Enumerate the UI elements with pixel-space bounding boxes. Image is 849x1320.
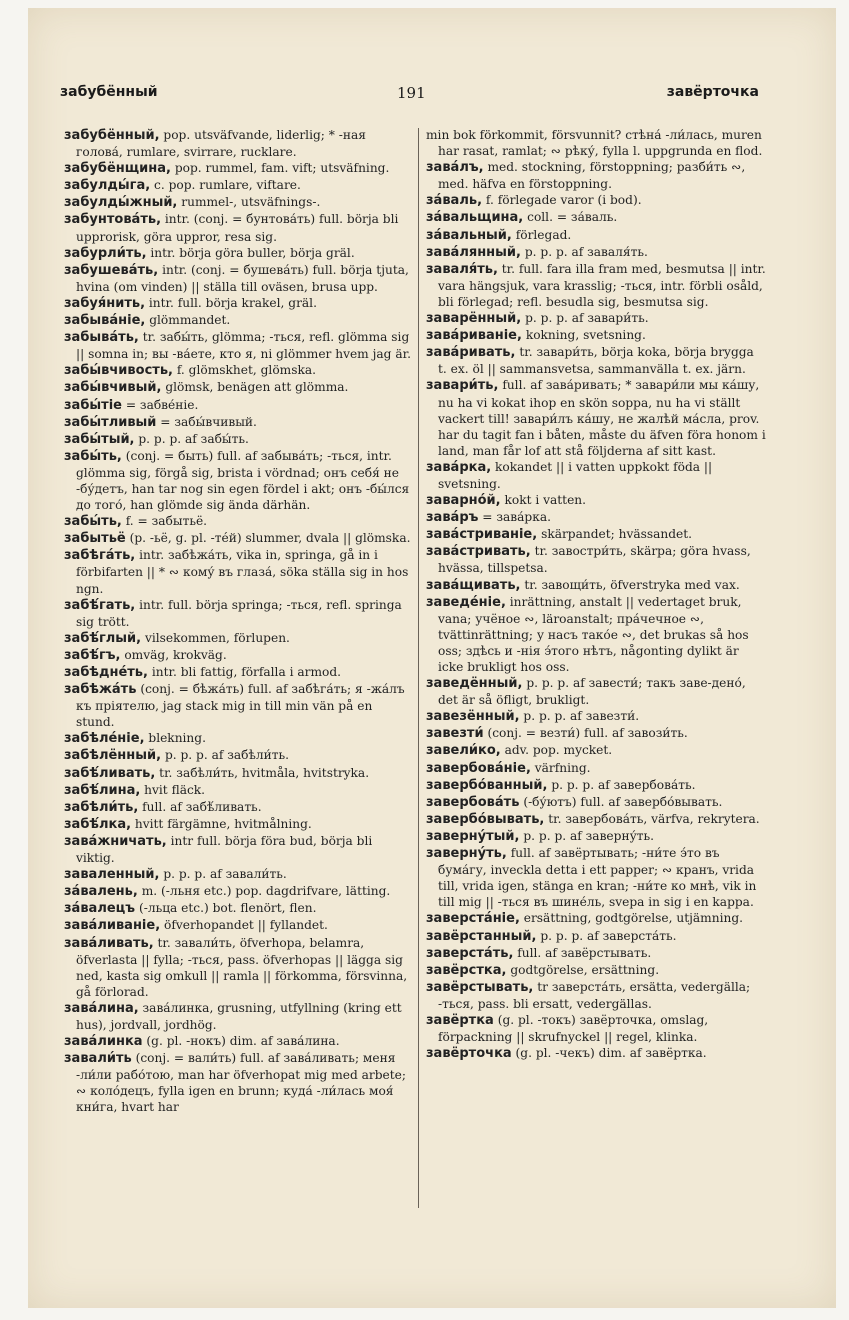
- entry-definition: p. p. p. af завербова́ть.: [551, 777, 696, 792]
- entry-definition: intr. (conj. = бушева́ть) full. börja tjuta, hvina (om vinden) || ställa till oväsen, brusa upp.: [76, 262, 409, 294]
- dictionary-entry: [64, 1050, 412, 1115]
- dictionary-entry: [64, 630, 412, 647]
- dictionary-entry: [64, 262, 412, 295]
- dictionary-entry: [426, 910, 766, 927]
- entry-definition: tr. завари́ть, börja koka, börja brygga t. ex. öl || sammansvetsa, sammanvälla t. ex. järn.: [438, 345, 754, 377]
- entry-headword: заваленный,: [64, 867, 160, 883]
- dictionary-entry: [64, 647, 412, 664]
- entry-headword: завербова́ть: [426, 794, 520, 810]
- entry-definition: = забы́вчивый.: [160, 414, 257, 429]
- entry-definition: intr. börja göra buller, börja gräl.: [150, 245, 355, 260]
- entry-headword: забыва́ніе,: [64, 313, 146, 329]
- entry-definition: (p. -ьё, g. pl. -тéй) slummer, dvala || glömska.: [129, 531, 411, 546]
- dictionary-entry: [426, 708, 766, 725]
- dictionary-entry: [426, 244, 766, 261]
- entry-definition: (g. pl. -токъ) завёрточка, omslag, förpackning || skrufnyckel || regel, klinka.: [438, 1012, 709, 1045]
- dictionary-entry: [426, 675, 766, 708]
- entry-headword: зава́ливаніе,: [64, 918, 161, 934]
- dictionary-entry: [426, 928, 766, 945]
- entry-definition: f. = забытьё.: [125, 514, 208, 529]
- entry-definition: intr. (conj. = бунтова́ть) full. börja bli upprorisk, göra uppror, resa sig.: [76, 212, 399, 244]
- dictionary-entry: [64, 799, 412, 816]
- entry-headword: заверста́ть,: [426, 945, 514, 961]
- dictionary-entry: [426, 192, 766, 209]
- entry-headword: зава́лъ,: [426, 160, 484, 176]
- entry-headword: забѣ́лина,: [64, 782, 141, 798]
- entry-headword: забы́ть,: [64, 448, 122, 464]
- entry-definition: godtgörelse, ersättning.: [510, 962, 660, 977]
- entry-headword: забѣ́гъ,: [64, 647, 121, 663]
- entry-definition: p. p. p. af забы́ть.: [138, 431, 249, 446]
- entry-definition: förlegad.: [515, 227, 572, 242]
- entry-headword: забѣдне́ть,: [64, 665, 148, 680]
- dictionary-entry: [426, 227, 766, 244]
- entry-definition: tr заверста́ть, ersätta, vedergälla; -ться, pass. bli ersatt, vedergällas.: [438, 979, 751, 1011]
- entry-definition: (g. pl. -нокъ) dim. af зава́лина.: [146, 1034, 340, 1049]
- dictionary-entry: [64, 379, 412, 396]
- dictionary-entry: [64, 866, 412, 883]
- entry-definition: tr. full. fara illa fram med, besmutsa || intr. vara hängsjuk, vara krasslig; -ться, intr. förbli osåld, bli förlegad; refl. besudla sig, besmutsa sig.: [438, 261, 766, 309]
- dictionary-entry: [64, 747, 412, 764]
- entry-definition: glömsk, benägen att glömma.: [165, 380, 349, 395]
- entry-definition: tr. завостри́ть, skärpa; göra hvass, hvässa, tillspetsa.: [438, 544, 751, 576]
- entry-definition: p. p. p. af завари́ть.: [525, 311, 649, 326]
- entry-headword: забунтова́ть,: [64, 212, 162, 228]
- entry-headword: завали́ть: [64, 1051, 132, 1067]
- entry-definition: intr. full. börja krakel, gräl.: [148, 295, 317, 310]
- entry-headword: забытьё: [64, 531, 126, 547]
- left-column: [64, 127, 412, 1212]
- entry-definition: min bok förkommit, försvunnit? стѣна́ -ли́лась, muren har rasat, ramlat; ∾ рѣку́, fylla l. uppgrunda en flod.: [426, 128, 763, 159]
- dictionary-entry: [64, 883, 412, 900]
- entry-headword: завёрточка: [426, 1046, 512, 1062]
- dictionary-entry: [426, 526, 766, 543]
- entry-definition: ersättning, godtgörelse, utjämning.: [523, 911, 744, 926]
- dictionary-entry: [426, 492, 766, 509]
- entry-definition: p. p. p. af заваля́ть.: [524, 244, 648, 259]
- entry-definition: coll. = за́валь.: [527, 210, 618, 225]
- entry-definition: hvit fläck.: [144, 782, 206, 797]
- entry-headword: зава́жничать,: [64, 833, 167, 849]
- entry-definition: p. p. p. af заверну́ть.: [523, 828, 654, 843]
- entry-definition: full. af забѣ́ливать.: [142, 799, 262, 814]
- entry-definition: p. p. p. af завали́ть.: [163, 867, 287, 882]
- dictionary-entry: [426, 159, 766, 192]
- entry-headword: зава́ръ: [426, 510, 479, 526]
- entry-headword: за́вальщина,: [426, 210, 524, 226]
- dictionary-entry: [426, 777, 766, 794]
- entry-headword: заверста́ніе,: [426, 911, 520, 927]
- entry-definition: (conj. = вали́ть) full. af зава́ливать; меня -ли́ли рабо́тою, man har öfverhopat mig med arbete; ∾ коло́децъ, fylla igen en brunn; куда́ -ли́лась моя́ кни́га, hvart har: [76, 1051, 406, 1115]
- entry-definition: tr. забѣли́ть, hvitmåla, hvitstryka.: [159, 765, 370, 780]
- entry-definition: p. p. p. af заверста́ть.: [540, 928, 677, 943]
- entry-headword: забѣли́ть,: [64, 799, 139, 815]
- dictionary-entry: [426, 459, 766, 492]
- dictionary-entry: [426, 945, 766, 962]
- dictionary-entry: [64, 414, 412, 431]
- dictionary-entry: [426, 209, 766, 226]
- dictionary-entry: [64, 431, 412, 448]
- dictionary-entry: [64, 935, 412, 1000]
- dictionary-entry: [64, 329, 412, 362]
- dictionary-entry: [64, 362, 412, 379]
- dictionary-entry: [426, 845, 766, 910]
- dictionary-entry: [64, 295, 412, 312]
- entry-definition: kokandet || i vatten uppkokt föda || svetsning.: [438, 459, 713, 491]
- dictionary-entry: [64, 765, 412, 782]
- dictionary-entry: [426, 1012, 766, 1045]
- dictionary-entry: [64, 730, 412, 747]
- entry-headword: завёртка: [426, 1012, 494, 1028]
- dictionary-entry: [426, 377, 766, 458]
- entry-definition: = зава́рка.: [482, 510, 551, 525]
- entry-headword: забулды́жный,: [64, 195, 178, 211]
- entry-headword: зава́стриваніе,: [426, 527, 538, 543]
- dictionary-entry: [426, 725, 766, 742]
- entry-headword: забѣ́лка,: [64, 816, 132, 832]
- entry-definition: intr. bli fattig, förfalla i armod.: [151, 665, 342, 679]
- dictionary-entry: [64, 1000, 412, 1033]
- dictionary-entry: [64, 900, 412, 917]
- dictionary-entry: [426, 327, 766, 344]
- entry-definition: full. af завёрстывать.: [517, 945, 652, 960]
- dictionary-entry: [64, 833, 412, 866]
- dictionary-entry: [426, 310, 766, 327]
- entry-headword: зава́лина,: [64, 1000, 139, 1016]
- dictionary-entry: [64, 245, 412, 262]
- entry-definition: kokt i vatten.: [504, 493, 587, 508]
- entry-definition: = забве́ніе.: [125, 397, 199, 412]
- entry-definition: omväg, krokväg.: [124, 647, 227, 662]
- dictionary-entry: [426, 127, 766, 159]
- entry-headword: завербова́ніе,: [426, 760, 531, 776]
- entry-definition: kokning, svetsning.: [525, 328, 646, 343]
- dictionary-entry: [426, 760, 766, 777]
- entry-headword: заварно́й,: [426, 493, 501, 509]
- entry-headword: забѣга́ть,: [64, 548, 136, 564]
- entry-headword: завезти́: [426, 726, 484, 742]
- dictionary-entry: [64, 160, 412, 177]
- entry-headword: зава́ливать,: [64, 935, 154, 951]
- dictionary-entry: [64, 312, 412, 329]
- entry-headword: заведённый,: [426, 676, 523, 692]
- entry-definition: (conj. = быть) full. af забыва́ть; -ться, intr. glömma sig, förgå sig, brista i vördnad; онъ себя́ не -бу́детъ, han tar nog sin egen fördel i akt; онъ -бы́лся до того́, han glömde sig ända därhän.: [76, 448, 410, 513]
- entry-definition: skärpandet; hvässandet.: [541, 527, 693, 542]
- entry-definition: m. (-льня etc.) pop. dagdrifvare, lätting.: [141, 884, 391, 899]
- entry-definition: öfverhopandet || fyllandet.: [164, 918, 328, 933]
- dictionary-entry: [64, 397, 412, 414]
- entry-definition: intr. full. börja springa; -ться, refl. springa sig trött.: [76, 597, 402, 629]
- entry-headword: зава́стривать,: [426, 544, 531, 560]
- entry-definition: (conj. = бѣжа́ть) full. af забѣга́ть; я -жа́лъ къ пріятелю, jag stack mig in till min vän på en stund.: [76, 682, 405, 730]
- dictionary-entry: [64, 782, 412, 799]
- entry-headword: зава́рка,: [426, 459, 492, 475]
- entry-definition: adv. pop. mycket.: [504, 743, 613, 758]
- dictionary-entry: [64, 530, 412, 547]
- dictionary-entry: [426, 794, 766, 811]
- entry-headword: забуя́нить,: [64, 295, 146, 311]
- page-number: 191: [397, 84, 426, 102]
- entry-headword: забы́вчивый,: [64, 380, 162, 396]
- entry-headword: забулды́га,: [64, 178, 151, 194]
- entry-headword: заварённый,: [426, 311, 522, 327]
- entry-definition: intr full. börja föra bud, börja bli viktig.: [76, 833, 373, 866]
- dictionary-entry: [64, 664, 412, 681]
- entry-headword: забубёнщина,: [64, 161, 171, 177]
- entry-definition: värfning.: [534, 760, 591, 775]
- dictionary-entry: [64, 211, 412, 244]
- entry-headword: завёрстка,: [426, 962, 507, 978]
- entry-headword: за́валецъ: [64, 901, 136, 917]
- entry-headword: завезённый,: [426, 709, 520, 725]
- dictionary-entry: [64, 127, 412, 160]
- dictionary-entry: [64, 513, 412, 530]
- dictionary-entry: [426, 577, 766, 594]
- entry-definition: rummel-, utsväfnings-.: [181, 195, 321, 210]
- dictionary-entry: [64, 547, 412, 596]
- entry-definition: tr. завали́ть, öfverhopa, belamra, öfverlasta || fylla; -ться, pass. öfverhopas || lägga sig ned, kasta sig omkull || ramla || förkomma, försvinna, gå förlorad.: [76, 935, 408, 999]
- entry-headword: за́валень,: [64, 884, 138, 900]
- entry-headword: забѣ́гать,: [64, 597, 136, 613]
- dictionary-entry: [64, 1033, 412, 1050]
- entry-definition: hvitt färgämne, hvitmålning.: [134, 816, 312, 831]
- entry-headword: забы́вчивость,: [64, 363, 173, 379]
- entry-headword: забѣле́ніе,: [64, 731, 145, 747]
- entry-definition: tr. завербова́ть, värfva, rekrytera.: [548, 811, 760, 826]
- entry-headword: зава́ривать,: [426, 345, 516, 361]
- entry-headword: забы́тливый: [64, 414, 157, 430]
- entry-definition: f. förlegade varor (i bod).: [485, 193, 642, 208]
- entry-headword: зава́риваніе,: [426, 328, 522, 344]
- dictionary-entry: [426, 594, 766, 675]
- entry-headword: забы́ть,: [64, 514, 122, 530]
- entry-definition: f. glömskhet, glömska.: [176, 363, 316, 378]
- entry-headword: завёрстывать,: [426, 979, 534, 995]
- right-column: [426, 127, 766, 1212]
- entry-definition: tr. забы́ть, glömma; -ться, refl. glömma sig || somna in; вы -ва́ете, кто я, ni glömmer hvem jag är.: [76, 330, 411, 362]
- entry-definition: (conj. = везти́) full. af завози́ть.: [487, 726, 688, 741]
- entry-headword: заведе́ніе,: [426, 594, 506, 610]
- dictionary-entry: [426, 1045, 766, 1062]
- dictionary-entry: [426, 962, 766, 979]
- entry-definition: p. p. p. af завезти́.: [523, 709, 640, 724]
- entry-headword: завербо́вывать,: [426, 811, 545, 827]
- entry-headword: зава́лянный,: [426, 244, 521, 260]
- entry-headword: за́вальный,: [426, 227, 512, 243]
- entry-headword: завели́ко,: [426, 743, 501, 759]
- dictionary-entry: [426, 344, 766, 377]
- entry-headword: завари́ть,: [426, 378, 499, 394]
- entry-definition: tr. завощи́ть, öfverstryka med vax.: [524, 577, 740, 592]
- entry-headword: забушева́ть,: [64, 262, 159, 278]
- entry-definition: зава́линка, grusning, utfyllning (kring ett hus), jordvall, jordhög.: [76, 1000, 402, 1032]
- entry-definition: pop. utsväfvande, liderlig; * -ная голова́, rumlare, svirrare, rucklare.: [76, 128, 366, 160]
- entry-definition: full. af завёртывать; -ни́те э́то въ бума́гу, inveckla detta i ett papper; ∾ кранъ, vrida till, vrida igen, stänga en kran; -ни́те ко мнѣ, vik in till mig || -ться въ шине́ль, svepa in sig i en kappa.: [438, 846, 757, 910]
- dictionary-entry: [426, 979, 766, 1012]
- entry-headword: забѣ́глый,: [64, 630, 142, 646]
- dictionary-entry: [426, 828, 766, 845]
- entry-headword: забѣжа́ть: [64, 682, 137, 698]
- dictionary-entry: [64, 816, 412, 833]
- dictionary-entry: [64, 448, 412, 513]
- dictionary-entry: [426, 742, 766, 759]
- entry-headword: за́валь,: [426, 193, 483, 209]
- dictionary-entry: [64, 597, 412, 630]
- entry-definition: blekning.: [148, 731, 206, 746]
- dictionary-entry: [64, 681, 412, 730]
- dictionary-entry: [426, 509, 766, 526]
- entry-definition: p. p. p. af завести́; такъ заве-дено́, det är så öfligt, brukligt.: [438, 676, 746, 708]
- entry-headword: забѣлённый,: [64, 748, 162, 764]
- entry-headword: зава́линка: [64, 1034, 143, 1050]
- entry-headword: завербо́ванный,: [426, 777, 548, 793]
- entry-definition: full. af зава́ривать; * завари́ли мы ка́шу, nu ha vi kokat ihop en skön soppa, nu ha vi ställt vackert till! завари́лъ ка́шу, не жалѣй ма́сла, prov. har du tagit fan i båten, måste du äfven föra honom i land, man får lof att stå följderna af sitt kast.: [438, 378, 766, 458]
- dictionary-entry: [426, 261, 766, 310]
- entry-definition: vilsekommen, förlupen.: [144, 630, 290, 645]
- entry-definition: c. pop. rumlare, viftare.: [154, 178, 301, 193]
- dictionary-entry: [64, 177, 412, 194]
- entry-headword: заваля́ть,: [426, 261, 498, 277]
- entry-headword: забѣ́ливать,: [64, 765, 156, 781]
- entry-headword: заверну́тый,: [426, 828, 520, 844]
- entry-headword: забурли́ть,: [64, 245, 147, 261]
- entry-definition: (g. pl. -чекъ) dim. af завёртка.: [515, 1046, 707, 1061]
- entry-headword: заверну́ть,: [426, 846, 507, 862]
- entry-headword: забы́тый,: [64, 431, 135, 447]
- dictionary-entry: [64, 194, 412, 211]
- entry-headword: забубённый,: [64, 128, 160, 143]
- entry-definition: (-бу́ютъ) full. af завербо́вывать.: [523, 794, 723, 809]
- header-right-word: завёрточка: [666, 84, 759, 100]
- entry-definition: pop. rummel, fam. vift; utsväfning.: [174, 161, 390, 176]
- entry-headword: зава́щивать,: [426, 577, 521, 593]
- entry-headword: забы́тіе: [64, 397, 122, 413]
- dictionary-entry: [64, 917, 412, 934]
- entry-definition: intr. забѣжа́ть, vika in, springa, gå in i förbifarten || * ∾ кому́ въ глаза́, söka ställa sig in hos ngn.: [76, 548, 409, 596]
- entry-definition: p. p. p. af забѣли́ть.: [164, 748, 289, 763]
- entry-definition: (-льца etc.) bot. flenört, flen.: [138, 901, 317, 916]
- dictionary-entry: [426, 543, 766, 576]
- header-left-word: забубённый: [60, 84, 158, 100]
- entry-definition: med. stockning, förstoppning; разби́ть ∾, med. häfva en förstoppning.: [438, 160, 746, 192]
- entry-definition: glömmandet.: [149, 313, 231, 328]
- entry-headword: завёрстанный,: [426, 928, 537, 944]
- entry-headword: забыва́ть,: [64, 330, 139, 346]
- column-divider: [418, 128, 419, 1208]
- entry-definition: inrättning, anstalt || vedertaget bruk, vana; учёное ∾, läroanstalt; пра́чечное ∾, tvättinrättning; у насъ тако́е ∾, det brukas så hos oss; здѣсь и -нія э́того нѣтъ, någonting dylikt är icke brukligt hos oss.: [438, 594, 749, 674]
- dictionary-entry: [426, 811, 766, 828]
